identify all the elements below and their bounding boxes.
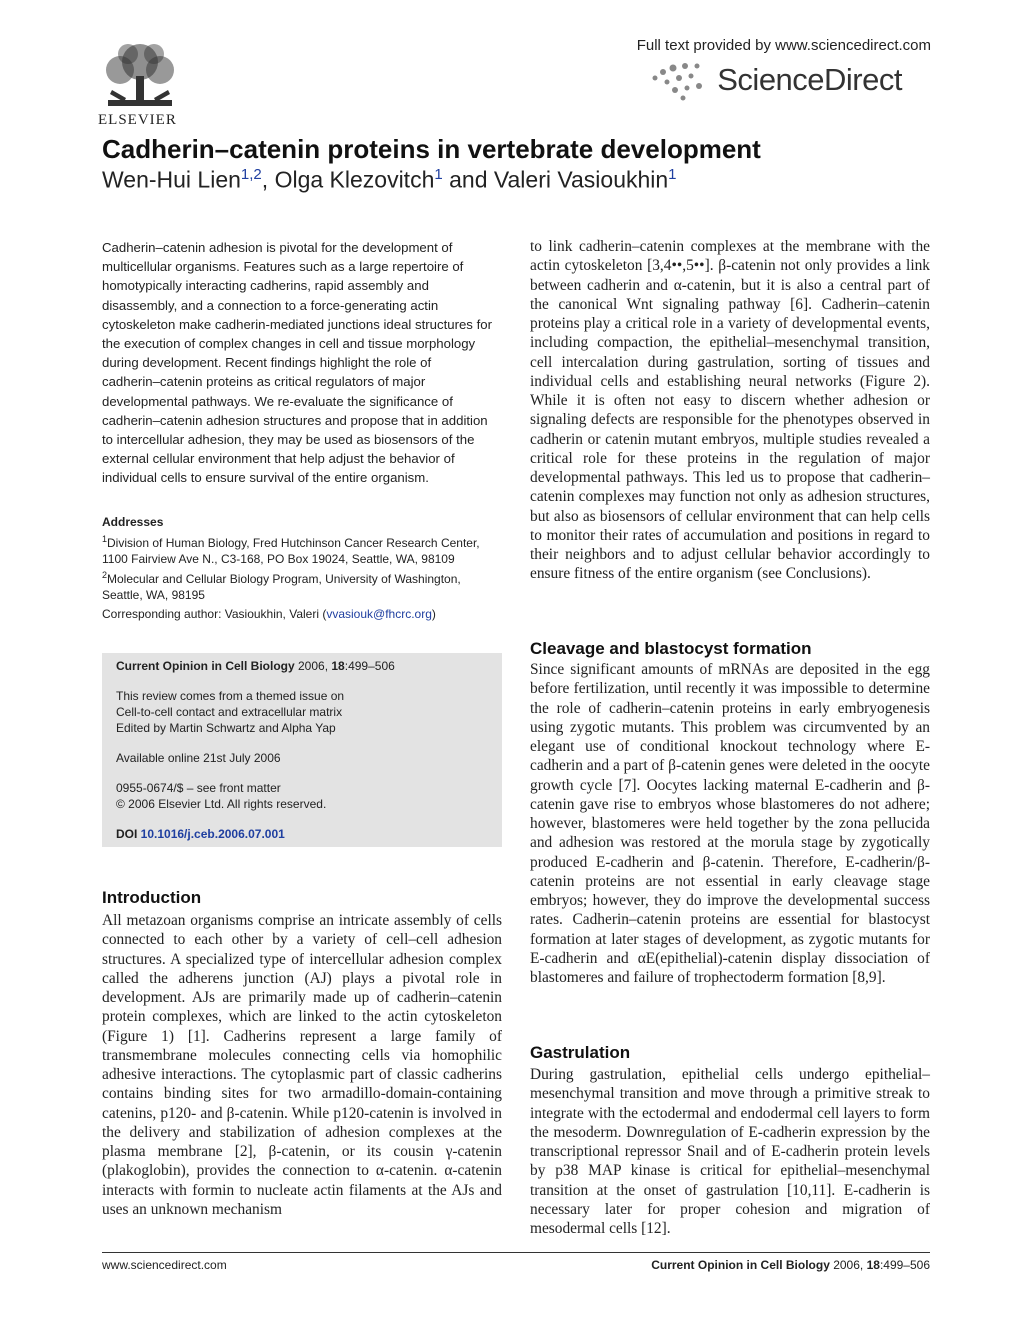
elsevier-tree-icon <box>98 40 182 110</box>
author-separator: and <box>442 166 494 193</box>
fulltext-note[interactable]: Full text provided by www.sciencedirect.com <box>636 37 931 54</box>
corresponding-author <box>102 607 502 621</box>
doi-line <box>116 826 488 842</box>
author-name: Olga Klezovitch <box>274 166 435 193</box>
themed-issue-line: This review comes from a themed issue on <box>116 689 345 703</box>
abstract: Cadherin–catenin adhesion is pivotal for the development of multicellular organisms. Features such as a large repertoire of homotypically interacting cadherins, rapid assembly and disassembly, and a connection to a force-generating actin cytoskeleton make cadherin-mediated junctions ideal structures for the execution of complex changes in cell and tissue morphology during development. Recent findings highlight the role of cadherin–catenin proteins as critical regulators of major developmental pathways. We re-evaluate the significance of cadherin–catenin adhesion structures and propose that in addition to intercellular adhesion, they may be used as biosensors of the external cellular environment that help adjust the behavior of individual cells to ensure survival of the entire organism. <box>102 240 492 486</box>
footer-url[interactable]: www.sciencedirect.com <box>102 1258 227 1272</box>
journal-citation <box>116 658 488 674</box>
gastrulation-body <box>530 1065 930 1238</box>
footer-citation <box>651 1258 930 1272</box>
author-affiliation[interactable]: 1 <box>668 166 677 183</box>
available-online: Available online 21st July 2006 <box>116 751 281 765</box>
address-number: 2 <box>102 570 108 580</box>
addresses-heading: Addresses <box>102 515 164 529</box>
cleavage-paragraph: Since significant amounts of mRNAs are deposited in the egg before fertilization, until recently it was impossible to determine the role of cadherin–catenin proteins in early embryogenesis using zygotic mutants. This problem was circumvented by an elegant use of conditional knockout technology where E-cadherin and a part of β-catenin genes were deleted in the oocyte growth cycle [7]. Oocytes lacking maternal E-cadherin and β-catenin gave rise to embryos whose blastomeres do not adhere; however, blastomeres were held together by the zona pellucida and adhesion was restored at the morula stage by zygotically produced E-cadherin and β-catenin. Therefore, E-cadherin/β-catenin proteins are not essential in early cleavage stage embryos; however, they do improve the developmental success rates. Cadherin–catenin proteins are essential for blastocyst formation at later stages of development, as zygotic mutants for E-cadherin and αE(epithelial)-catenin display dissociation of blastomeres and failure of trophectoderm formation [8,9]. <box>530 661 930 986</box>
author-name: Wen-Hui Lien <box>102 166 241 193</box>
right-column-intro <box>530 237 930 584</box>
doi-label: DOI <box>116 827 141 841</box>
footer-divider <box>102 1252 930 1253</box>
cleavage-body <box>530 660 930 987</box>
publisher-wordmark: ELSEVIER <box>98 112 177 128</box>
sciencedirect-dots-icon <box>649 58 709 102</box>
author-list <box>102 166 677 194</box>
footer-volume: 18 <box>866 1258 880 1272</box>
address-text: Division of Human Biology, Fred Hutchinson Cancer Research Center, 1100 Fairview Ave N., C3-168, PO Box 19024, Seattle, WA, 98109 <box>102 536 480 566</box>
intro-continuation-paragraph: to link cadherin–catenin complexes at the membrane with the actin cytoskeleton [3,4••,5••]. β-catenin not only provides a link between cadherin and α-catenin, but it is also a central part of the canonical Wnt signaling pathway [6]. Cadherin–catenin proteins play a critical role in a variety of developmental events, including compaction, the epithelial–mesenchymal transition, cell intercalation during gastrulation, sorting of tissues and individual cells and establishing neural networks (Figure 2). While it is often not easy to discern whether adhesion or signaling defects are responsible for the phenotypes observed in cadherin or catenin mutant embryos, multiple studies revealed a critical role for these proteins in the regulation of major developmental pathways. This led us to propose that cadherin–catenin complexes may function not only as adhesion structures, but also as biosensors of cellular environment that can help cells to monitor their rates of accumulation and positions in regard to their neighbors and to adjust cellular behavior accordingly to ensure fitness of the entire organism (see Conclusions). <box>530 238 930 583</box>
corresponding-label: Corresponding author: Vasioukhin, Valeri ( <box>102 607 327 621</box>
footer-journal: Current Opinion in Cell Biology <box>651 1258 830 1272</box>
cleavage-heading: Cleavage and blastocyst formation <box>530 639 812 658</box>
copyright-line: © 2006 Elsevier Ltd. All rights reserved. <box>116 797 327 811</box>
editors-line: Edited by Martin Schwartz and Alpha Yap <box>116 721 336 735</box>
addresses <box>102 514 502 603</box>
address-text: Molecular and Cellular Biology Program, University of Washington, Seattle, WA, 98195 <box>102 572 461 602</box>
intro-body <box>102 911 502 1219</box>
address-item <box>102 567 502 603</box>
doi-link[interactable]: 10.1016/j.ceb.2006.07.001 <box>140 827 285 841</box>
sciencedirect-brand[interactable] <box>649 58 902 102</box>
article-info-box <box>102 653 502 847</box>
author-affiliation[interactable]: 1 <box>434 166 443 183</box>
intro-paragraph: All metazoan organisms comprise an intricate assembly of cells connected to each other by a variety of cell–cell adhesion structures. A specialized type of intercellular adhesion complex called the adherens junction (AJ) plays a pivotal role in development. AJs are primarily made up of cadherin–catenin protein complexes, which are linked to the actin cytoskeleton (Figure 1) [1]. Cadherins represent a large family of transmembrane molecules connecting cells via homophilic adhesive interactions. The cytoplasmic part of classic cadherins contains binding sites for two armadillo-domain-containing catenins, p120- and β-catenin. While p120-catenin is involved in the delivery and stabilization of adhesion complexes at the plasma membrane [2], β-catenin, or its cousin γ-catenin (plakoglobin), provides the connection to α-catenin. α-catenin interacts with formin to nucleate actin filaments at the AJs and uses an unknown mechanism <box>102 912 502 1218</box>
gastrulation-heading: Gastrulation <box>530 1043 631 1062</box>
gastrulation-paragraph: During gastrulation, epithelial cells undergo epithelial–mesenchymal transition and move through a primitive streak to integrate with the ectodermal and endodermal cell layers to form the mesoderm. Downregulation of E-cadherin expression by the transcriptional repressor Snail and of E-cadherin protein levels by p38 MAP kinase is critical for epithelial–mesenchymal transition at the onset of gastrulation [10,11]. E-cadherin is necessary later for proper cohesion and migration of mesodermal cells [12]. <box>530 1066 930 1237</box>
journal-name: Current Opinion in Cell Biology <box>116 659 295 673</box>
author-separator: , <box>261 166 275 193</box>
publisher-logo <box>98 40 182 129</box>
corresponding-email-link[interactable]: vvasiouk@fhcrc.org <box>326 607 432 621</box>
address-number: 1 <box>102 534 108 544</box>
author-name: Valeri Vasioukhin <box>493 166 669 193</box>
intro-heading: Introduction <box>102 888 202 907</box>
footer-year: 2006, <box>829 1258 867 1272</box>
author-affiliation[interactable]: 1,2 <box>240 166 262 183</box>
journal-volume: 18 <box>331 659 345 673</box>
issn-line: 0955-0674/$ – see front matter <box>116 781 281 795</box>
article-title: Cadherin–catenin proteins in vertebrate development <box>102 134 761 164</box>
footer-pages: :499–506 <box>879 1258 930 1272</box>
themed-issue-topic: Cell-to-cell contact and extracellular matrix <box>116 705 343 719</box>
address-item <box>102 531 502 567</box>
corresponding-close: ) <box>431 607 436 621</box>
brand-name: ScienceDirect <box>717 62 902 97</box>
journal-year: 2006, <box>294 659 332 673</box>
journal-pages: :499–506 <box>344 659 395 673</box>
